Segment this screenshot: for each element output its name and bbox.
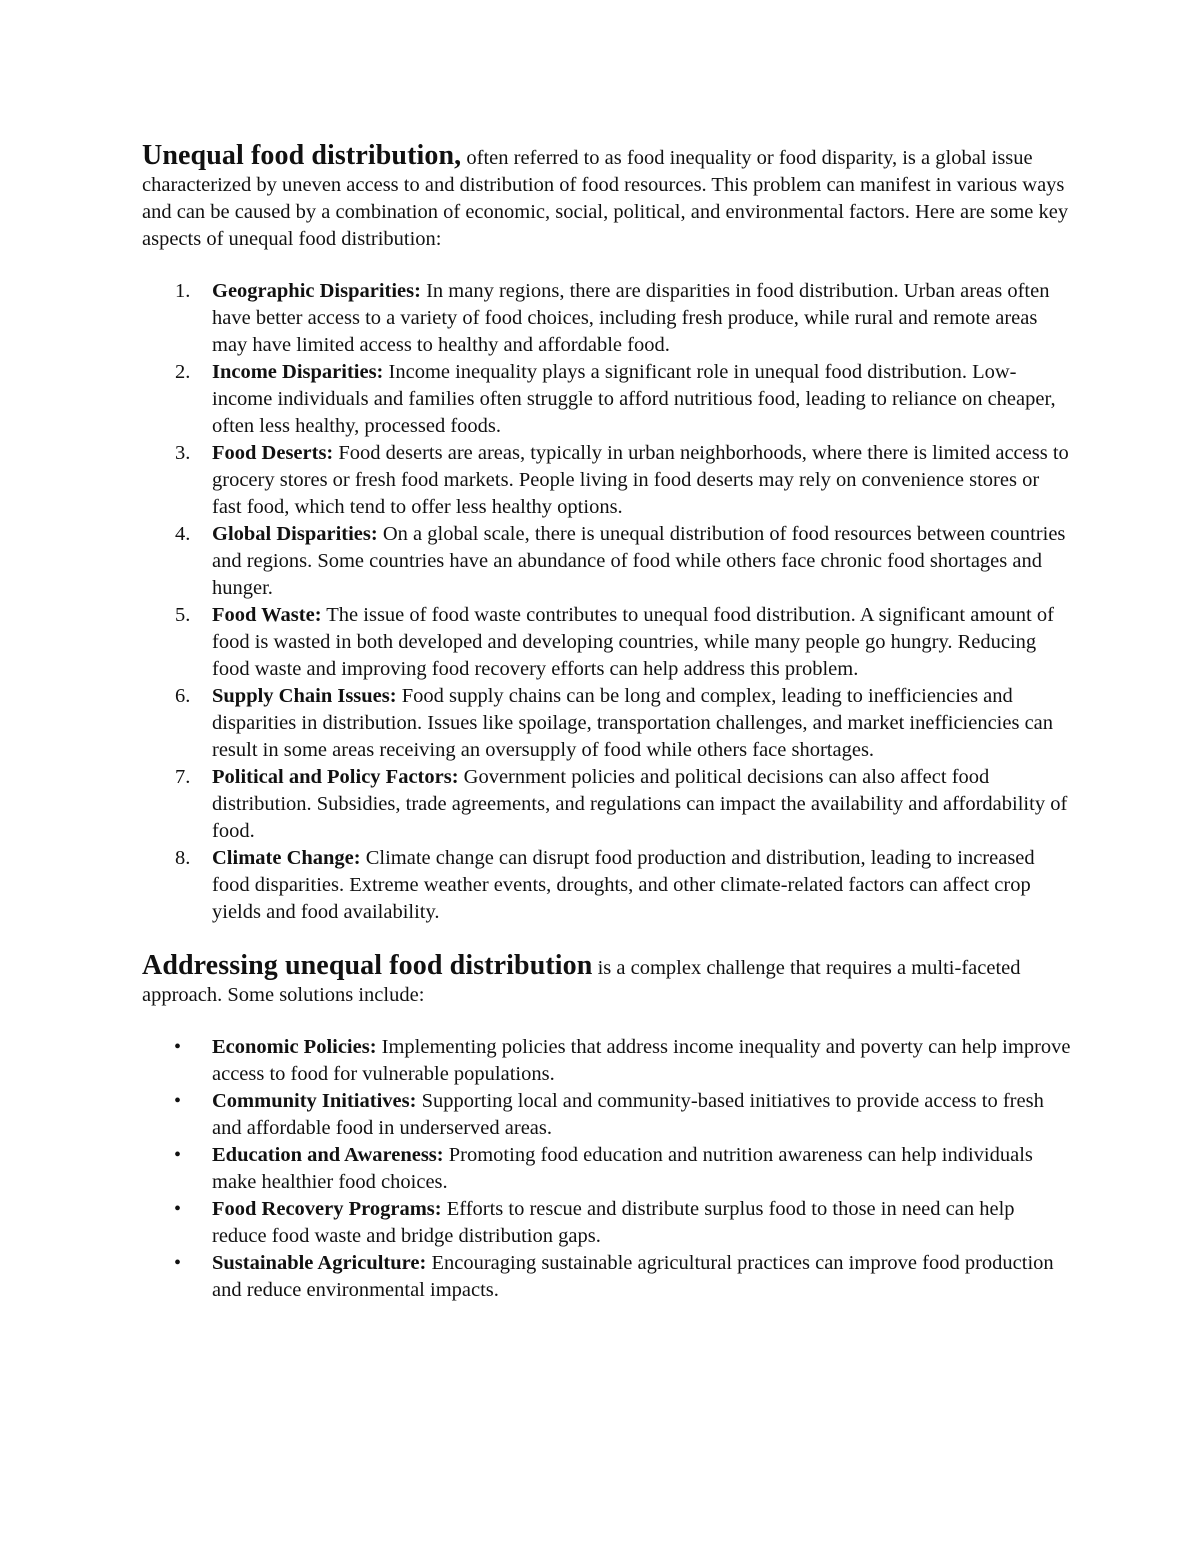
aspect-term: Geographic Disparities:: [212, 280, 421, 302]
intro-heading: Unequal food distribution,: [142, 140, 462, 171]
solutions-heading: Addressing unequal food distribution: [142, 950, 593, 981]
bullet: •: [174, 1036, 182, 1058]
solution-term: Education and Awareness:: [212, 1144, 444, 1166]
list-item: [142, 845, 1072, 926]
list-item: [142, 359, 1072, 440]
aspect-text: In many regions, there are disparities in food distribution. Urban areas often have better access to a variety of food choices, including fresh produce, while rural and remote areas may have limited access to healthy and affordable food.: [212, 280, 1050, 356]
list-item: [142, 440, 1072, 521]
solution-text: Promoting food education and nutrition awareness can help individuals make healthier food choices.: [212, 1144, 1033, 1193]
list-item: [142, 602, 1072, 683]
aspect-text: The issue of food waste contributes to unequal food distribution. A significant amount of food is wasted in both developed and developing countries, while many people go hungry. Reducing food waste and improving food recovery efforts can help address this problem.: [212, 604, 1054, 680]
list-item: [142, 1196, 1072, 1250]
aspects-list: [142, 278, 1072, 926]
list-number: 3.: [175, 442, 191, 464]
list-item: [142, 1250, 1072, 1304]
document-page: [142, 142, 1072, 1304]
bullet: •: [174, 1198, 182, 1220]
aspect-term: Supply Chain Issues:: [212, 685, 397, 707]
aspect-text: Climate change can disrupt food production and distribution, leading to increased food disparities. Extreme weather events, droughts, and other climate-related factors can affect crop yields and food availability.: [212, 847, 1035, 923]
aspect-text: Food deserts are areas, typically in urban neighborhoods, where there is limited access to grocery stores or fresh food markets. People living in food deserts may rely on convenience stores or fast food, which tend to offer less healthy options.: [212, 442, 1069, 518]
solution-term: Sustainable Agriculture:: [212, 1252, 427, 1274]
intro-paragraph: [142, 142, 1072, 253]
solutions-paragraph: [142, 952, 1072, 1009]
aspect-term: Food Waste:: [212, 604, 322, 626]
aspect-term: Climate Change:: [212, 847, 361, 869]
solution-term: Community Initiatives:: [212, 1090, 417, 1112]
aspect-text: Income inequality plays a significant role in unequal food distribution. Low-income individuals and families often struggle to afford nutritious food, leading to reliance on cheaper, often less healthy, processed foods.: [212, 361, 1056, 437]
list-item: [142, 1142, 1072, 1196]
list-item: [142, 521, 1072, 602]
bullet: •: [174, 1252, 182, 1274]
list-number: 1.: [175, 280, 191, 302]
list-item: [142, 1034, 1072, 1088]
list-number: 6.: [175, 685, 191, 707]
list-number: 7.: [175, 766, 191, 788]
list-item: [142, 1088, 1072, 1142]
aspect-text: Food supply chains can be long and complex, leading to inefficiencies and disparities in distribution. Issues like spoilage, transportation challenges, and market inefficiencies can result in some areas receiving an oversupply of food while others face shortages.: [212, 685, 1054, 761]
bullet: •: [174, 1144, 182, 1166]
aspect-term: Food Deserts:: [212, 442, 334, 464]
aspect-text: On a global scale, there is unequal distribution of food resources between countries and regions. Some countries have an abundance of food while others face chronic food shortages and hunger.: [212, 523, 1066, 599]
solutions-list: [142, 1034, 1072, 1304]
list-number: 4.: [175, 523, 191, 545]
solution-text: Efforts to rescue and distribute surplus food to those in need can help reduce food waste and bridge distribution gaps.: [212, 1198, 1015, 1247]
aspect-term: Political and Policy Factors:: [212, 766, 459, 788]
solution-text: Encouraging sustainable agricultural practices can improve food production and reduce environmental impacts.: [212, 1252, 1054, 1301]
solution-term: Economic Policies:: [212, 1036, 377, 1058]
solution-term: Food Recovery Programs:: [212, 1198, 442, 1220]
list-number: 8.: [175, 847, 191, 869]
solutions-intro-text: is a complex challenge that requires a multi-faceted approach. Some solutions include:: [142, 957, 1021, 1006]
intro-text: often referred to as food inequality or food disparity, is a global issue characterized by uneven access to and distribution of food resources. This problem can manifest in various ways and can be caused by a combination of economic, social, political, and environmental factors. Here are some key aspects of unequal food distribution:: [142, 147, 1069, 250]
aspect-term: Income Disparities:: [212, 361, 384, 383]
aspect-term: Global Disparities:: [212, 523, 378, 545]
solution-text: Supporting local and community-based initiatives to provide access to fresh and affordable food in underserved areas.: [212, 1090, 1044, 1139]
list-item: [142, 764, 1072, 845]
list-number: 5.: [175, 604, 191, 626]
solution-text: Implementing policies that address income inequality and poverty can help improve access to food for vulnerable populations.: [212, 1036, 1071, 1085]
list-item: [142, 683, 1072, 764]
list-number: 2.: [175, 361, 191, 383]
list-item: [142, 278, 1072, 359]
bullet: •: [174, 1090, 182, 1112]
aspect-text: Government policies and political decisions can also affect food distribution. Subsidies, trade agreements, and regulations can impact the availability and affordability of food.: [212, 766, 1068, 842]
